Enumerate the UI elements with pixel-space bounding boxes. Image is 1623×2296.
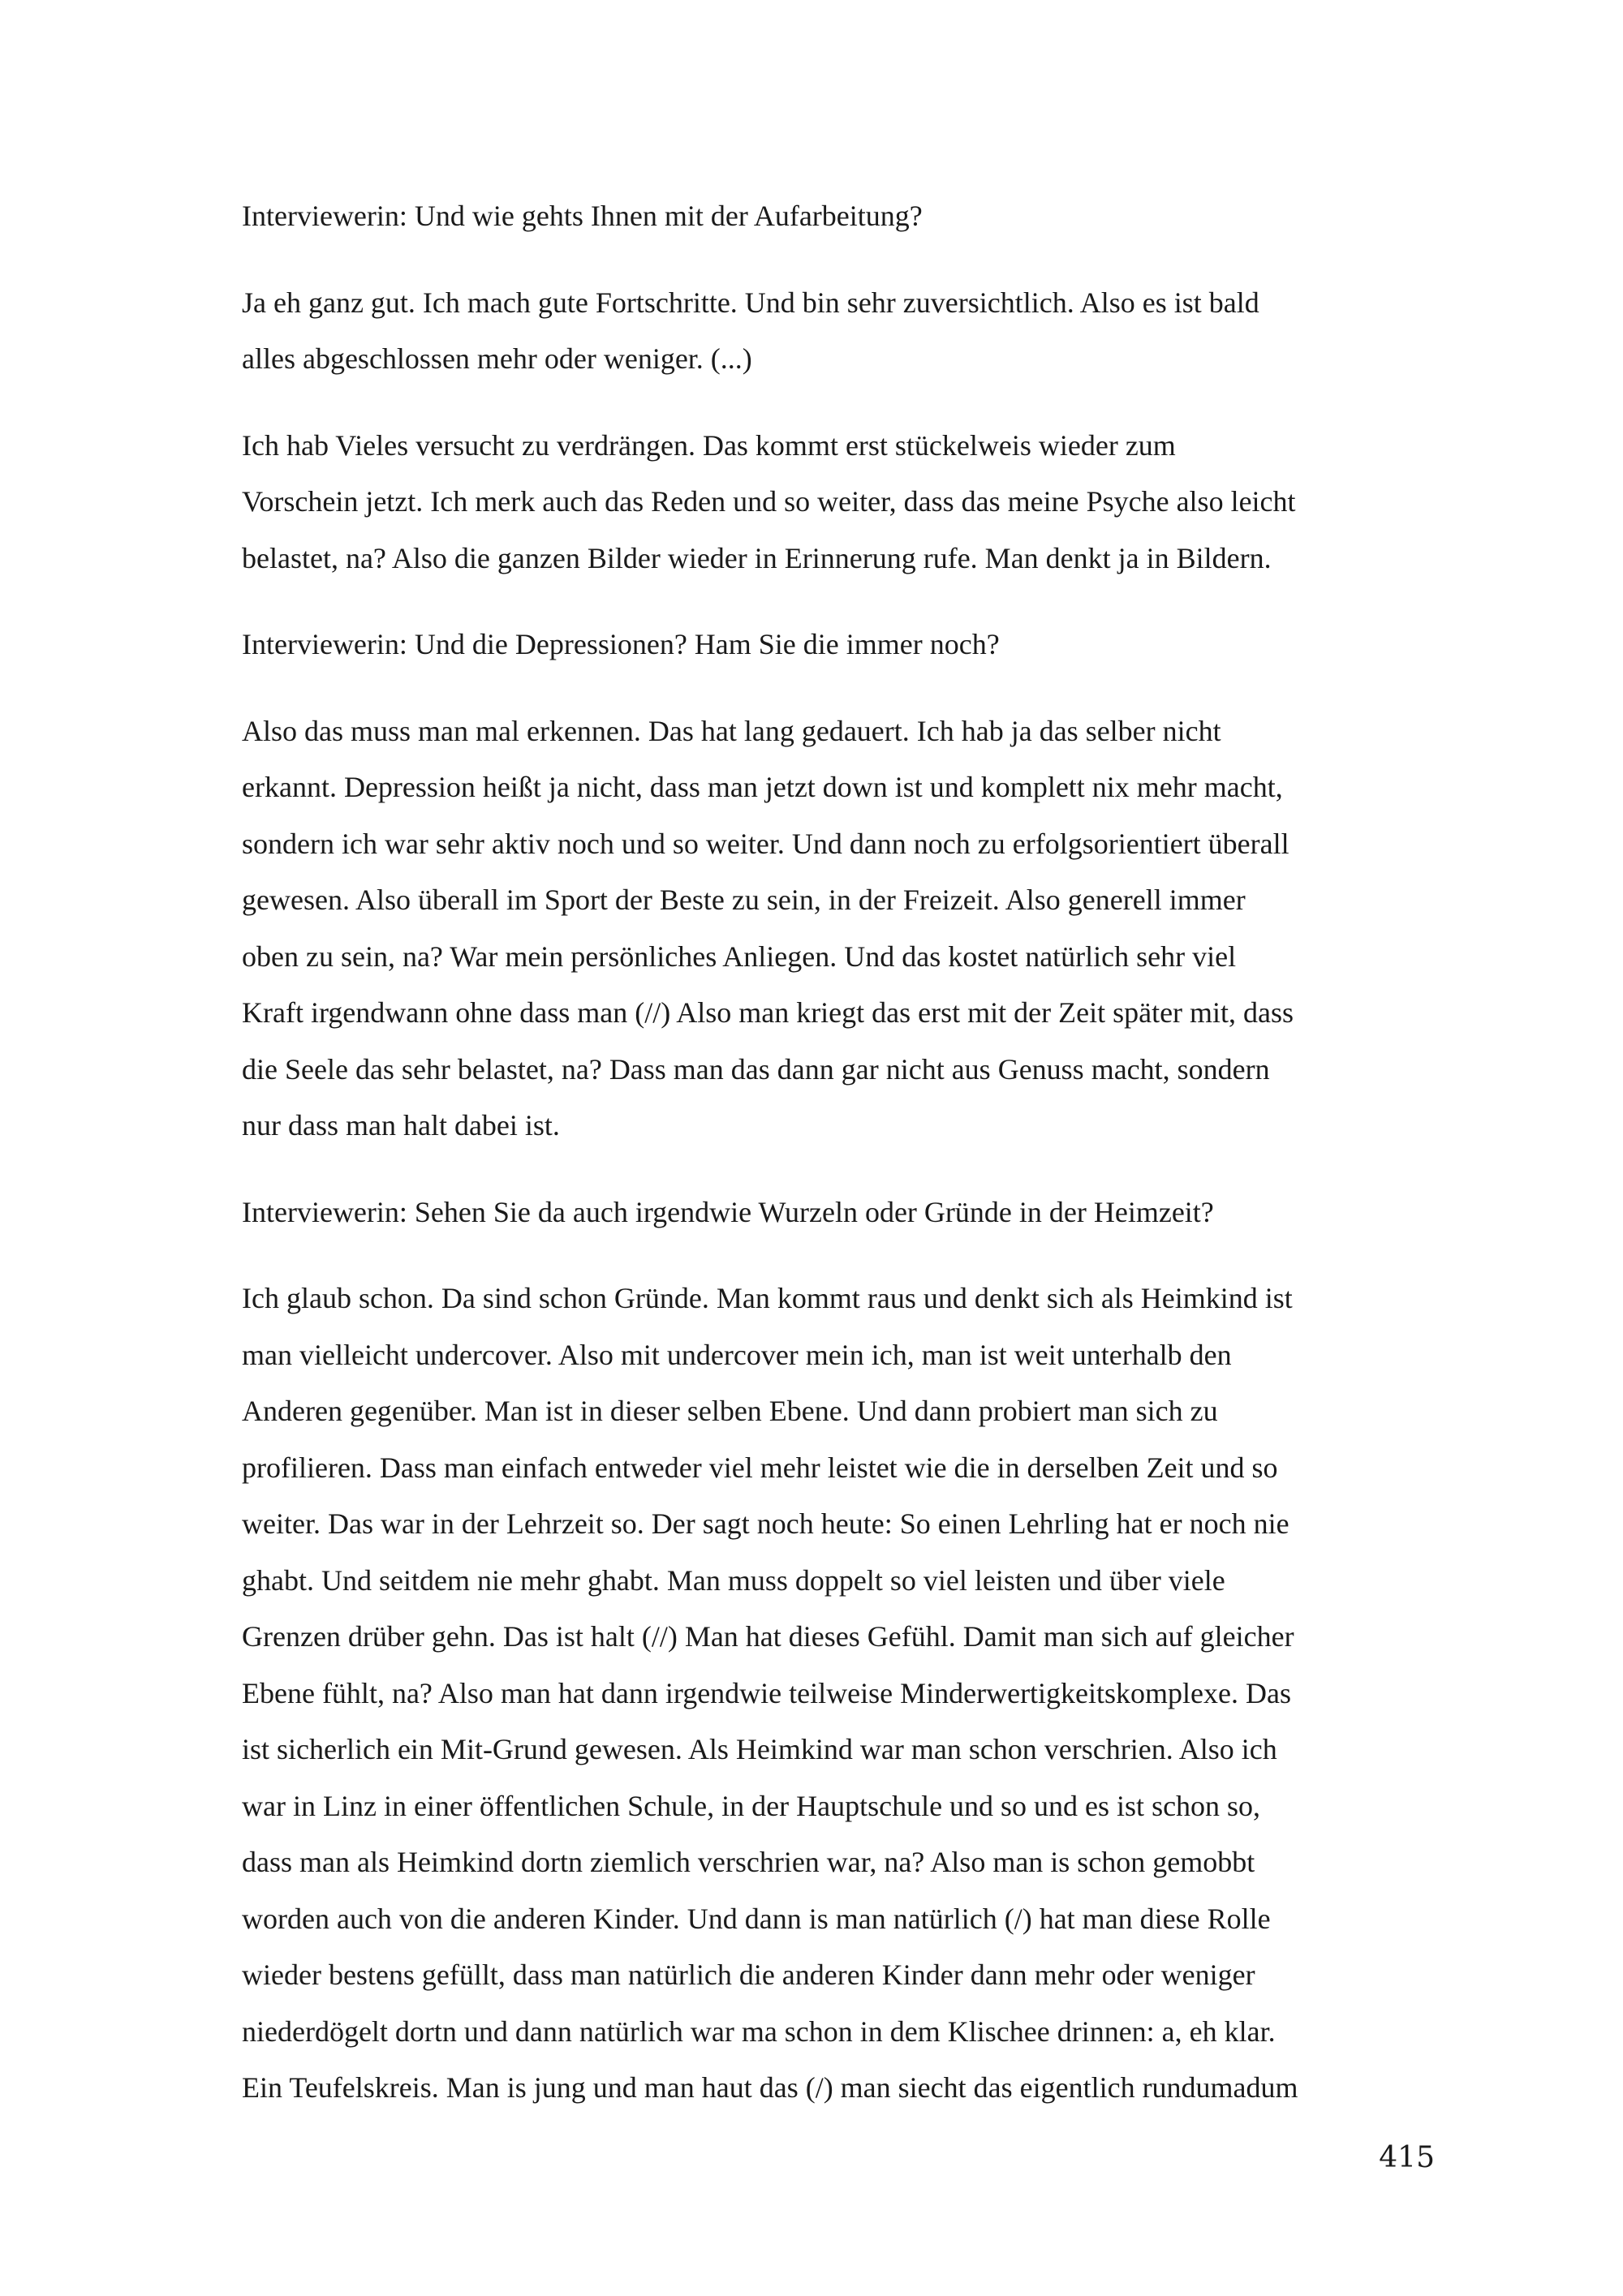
page-number: 415 [1379, 2141, 1435, 2174]
text-line: Ich hab Vieles versucht zu verdrängen. Das kommt erst stückelweis wieder zum [242, 428, 1176, 462]
text-line: worden auch von die anderen Kinder. Und dann is man natürlich (/) hat man diese Rolle [242, 1902, 1271, 1935]
text-line: Interviewerin: Sehen Sie da auch irgendwie Wurzeln oder Gründe in der Heimzeit? [242, 1195, 1214, 1228]
paragraph [242, 275, 1443, 388]
paragraph [242, 1185, 1443, 1241]
paragraph [242, 418, 1443, 587]
text-line: nur dass man halt dabei ist. [242, 1109, 560, 1142]
text-line: Ebene fühlt, na? Also man hat dann irgendwie teilweise Minderwertigkeitskomplexe. Das [242, 1676, 1291, 1709]
paragraph [242, 617, 1443, 673]
text-line: ghabt. Und seitdem nie mehr ghabt. Man muss doppelt so viel leisten und über viele [242, 1563, 1225, 1597]
text-line: Ein Teufelskreis. Man is jung und man haut das (/) man siecht das eigentlich rundumadum [242, 2071, 1298, 2104]
paragraph [242, 1271, 1443, 2117]
text-line: weiter. Das war in der Lehrzeit so. Der sagt noch heute: So einen Lehrling hat er noch nie [242, 1507, 1289, 1540]
text-line: oben zu sein, na? War mein persönliches Anliegen. Und das kostet natürlich sehr viel [242, 939, 1237, 973]
text-line: man vielleicht undercover. Also mit undercover mein ich, man ist weit unterhalb den [242, 1338, 1232, 1371]
text-line: wieder bestens gefüllt, dass man natürlich die anderen Kinder dann mehr oder weniger [242, 1958, 1255, 1991]
text-line: Interviewerin: Und wie gehts Ihnen mit der Aufarbeitung? [242, 200, 923, 232]
text-line: profilieren. Dass man einfach entweder viel mehr leistet wie die in derselben Zeit und so [242, 1451, 1278, 1484]
text-line: Also das muss man mal erkennen. Das hat lang gedauert. Ich hab ja das selber nicht [242, 714, 1221, 747]
text-line: Interviewerin: Und die Depressionen? Ham Sie die immer noch? [242, 628, 1000, 660]
text-line: dass man als Heimkind dortn ziemlich verschrien war, na? Also man is schon gemobbt [242, 1846, 1255, 1878]
text-line: belastet, na? Also die ganzen Bilder wieder in Erinnerung rufe. Man denkt ja in Bildern. [242, 541, 1272, 574]
text-line: alles abgeschlossen mehr oder weniger. (...) [242, 342, 752, 375]
text-line: Ja eh ganz gut. Ich mach gute Fortschritte. Und bin sehr zuversichtlich. Also es ist bald [242, 286, 1259, 319]
text-line: sondern ich war sehr aktiv noch und so weiter. Und dann noch zu erfolgsorientiert überall [242, 827, 1289, 860]
text-line: erkannt. Depression heißt ja nicht, dass man jetzt down ist und komplett nix mehr macht, [242, 771, 1283, 803]
text-line: war in Linz in einer öffentlichen Schule, in der Hauptschule und so und es ist schon so, [242, 1789, 1261, 1822]
body-text [242, 188, 1443, 2117]
paragraph [242, 188, 1443, 245]
text-line: Kraft irgendwann ohne dass man (//) Also man kriegt das erst mit der Zeit später mit, dass [242, 996, 1294, 1029]
text-line: Vorschein jetzt. Ich merk auch das Reden und so weiter, dass das meine Psyche also leicht [242, 485, 1296, 518]
text-line: gewesen. Also überall im Sport der Beste zu sein, in der Freizeit. Also generell immer [242, 884, 1246, 916]
paragraph [242, 703, 1443, 1154]
text-line: Anderen gegenüber. Man ist in dieser selben Ebene. Und dann probiert man sich zu [242, 1395, 1218, 1427]
text-line: die Seele das sehr belastet, na? Dass man das dann gar nicht aus Genuss macht, sondern [242, 1052, 1270, 1086]
text-line: Grenzen drüber gehn. Das ist halt (//) Man hat dieses Gefühl. Damit man sich auf gleicher [242, 1620, 1294, 1653]
text-line: Ich glaub schon. Da sind schon Gründe. Man kommt raus und denkt sich als Heimkind ist [242, 1282, 1293, 1314]
text-line: niederdögelt dortn und dann natürlich war ma schon in dem Klischee drinnen: a, eh klar. [242, 2014, 1276, 2048]
text-line: ist sicherlich ein Mit-Grund gewesen. Als Heimkind war man schon verschrien. Also ich [242, 1733, 1277, 1765]
